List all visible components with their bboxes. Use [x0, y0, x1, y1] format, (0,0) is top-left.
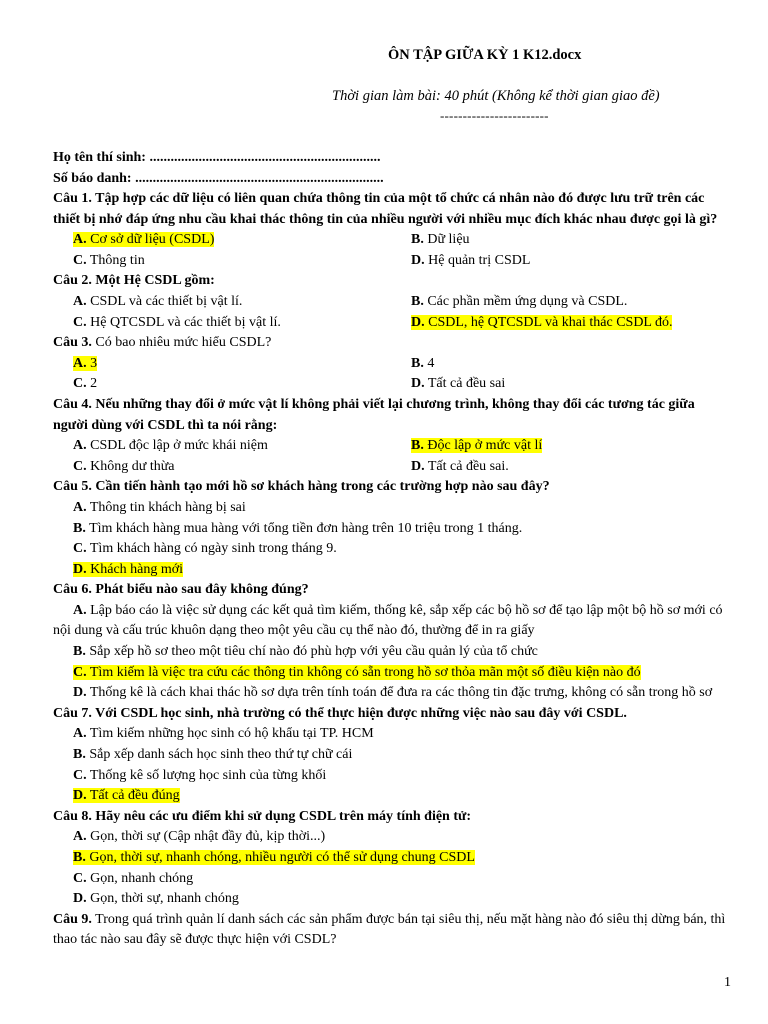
- option-label: A.: [73, 726, 87, 742]
- student-id-field: Số báo danh: .......................................................................: [53, 171, 384, 186]
- option-text: Gọn, thời sự (Cập nhật đầy đủ, kịp thời...): [86, 829, 326, 845]
- option-text: Thống kê là cách khai thác hồ sơ dựa trên tính toán để đưa ra các thông tin đặc trưng, không có sẵn trong hồ sơ: [86, 685, 713, 701]
- option-label: B.: [411, 438, 424, 454]
- options-4: [53, 436, 733, 477]
- option-label: D.: [73, 788, 87, 804]
- option-text: Hệ QTCSDL và các thiết bị vật lí.: [86, 314, 281, 330]
- option-a: [53, 354, 391, 375]
- question-3: [53, 333, 733, 354]
- option-d: [391, 457, 733, 478]
- option-label: A.: [73, 293, 87, 309]
- option-label: C.: [73, 541, 87, 557]
- options-3: [53, 354, 733, 395]
- option-label: D.: [73, 561, 87, 577]
- option-text: Dữ liệu: [423, 232, 470, 248]
- page-number: 1: [724, 975, 731, 990]
- question-9: [53, 910, 733, 951]
- option-c: [53, 374, 391, 395]
- option-text: CSDL độc lập ở mức khái niệm: [86, 438, 268, 454]
- question-text: Hãy nêu các ưu điểm khi sử dụng CSDL trên máy tính điện tử:: [91, 808, 472, 824]
- option-label: B.: [73, 850, 86, 865]
- time-note: Thời gian làm bài: 40 phút (Không kể thời gian giao đề): [332, 88, 660, 104]
- option-d: [391, 374, 733, 395]
- option-b: [53, 519, 733, 540]
- option-text: Thông tin: [86, 252, 145, 268]
- option-label: D.: [73, 891, 87, 907]
- option-text: Độc lập ở mức vật lí: [423, 438, 543, 454]
- question-5: [53, 477, 733, 498]
- option-text: Tìm kiếm những học sinh có hộ khẩu tại TP. HCM: [86, 726, 374, 742]
- option-label: D.: [411, 376, 425, 392]
- option-a: [53, 498, 733, 519]
- option-label: C.: [73, 767, 87, 783]
- question-number: Câu 6.: [53, 582, 92, 598]
- question-7: [53, 704, 733, 725]
- option-d: [53, 560, 733, 581]
- option-a: [53, 827, 733, 848]
- option-a: [53, 436, 391, 457]
- option-c: [53, 539, 733, 560]
- option-label: B.: [73, 747, 86, 763]
- option-text: Các phần mềm ứng dụng và CSDL.: [423, 293, 628, 309]
- option-label: B.: [411, 293, 424, 309]
- question-number: Câu 7.: [53, 705, 92, 721]
- option-text: Sắp xếp hồ sơ theo một tiêu chí nào đó phù hợp với yêu cầu quản lý của tổ chức: [85, 644, 538, 660]
- option-label: D.: [73, 685, 87, 701]
- option-b: [391, 436, 733, 457]
- question-text: Một Hệ CSDL gồm:: [91, 273, 215, 289]
- option-label: A.: [73, 829, 87, 845]
- question-text: Cần tiến hành tạo mới hồ sơ khách hàng trong các trường hợp nào sau đây?: [91, 479, 550, 495]
- option-label: C.: [73, 458, 87, 474]
- question-number: Câu 9.: [53, 911, 92, 927]
- option-b: [53, 642, 733, 663]
- question-number: Câu 4.: [53, 396, 92, 412]
- option-text: Tìm khách hàng có ngày sinh trong tháng 9.: [86, 541, 337, 557]
- option-text: Thông tin khách hàng bị sai: [86, 499, 246, 515]
- option-d: [53, 786, 733, 807]
- question-list: [53, 189, 733, 951]
- question-4: [53, 395, 733, 436]
- question-1: [53, 189, 733, 230]
- option-a: [53, 724, 733, 745]
- option-text: Tìm kiếm là việc tra cứu các thông tin không có sẵn trong hồ sơ thỏa mãn một số điều kiện nào đó: [86, 664, 641, 680]
- options-2: [53, 292, 733, 333]
- option-label: D.: [411, 314, 425, 330]
- option-text: 4: [423, 355, 435, 371]
- option-label: A.: [73, 499, 87, 515]
- question-text: Với CSDL học sinh, nhà trường có thể thực hiện được những việc nào sau đây với CSDL.: [91, 705, 627, 721]
- option-c: [53, 869, 733, 890]
- question-text: Nếu những thay đổi ở mức vật lí không phải viết lại chương trình, không thay đổi các tương tác giữa người dùng với CSDL thì ta nói rằng:: [53, 396, 695, 433]
- option-text: CSDL và các thiết bị vật lí.: [86, 293, 243, 309]
- option-label: D.: [411, 252, 425, 268]
- option-label: B.: [73, 520, 86, 536]
- option-b: [391, 354, 733, 375]
- option-c: [53, 766, 733, 787]
- options-1: [53, 230, 733, 271]
- option-c: [53, 457, 391, 478]
- option-a: [53, 292, 391, 313]
- option-text: Hệ quản trị CSDL: [424, 252, 531, 268]
- option-d: [391, 251, 733, 272]
- option-b: [53, 848, 733, 869]
- option-label: A.: [73, 602, 87, 618]
- option-text: Gọn, nhanh chóng: [86, 870, 194, 886]
- question-number: Câu 8.: [53, 808, 92, 824]
- student-name-field: Họ tên thí sinh: ..................................................................: [53, 150, 381, 165]
- option-a: [53, 230, 391, 251]
- option-d: [53, 683, 733, 704]
- document-title: ÔN TẬP GIỮA KỲ 1 K12.docx: [388, 47, 582, 63]
- question-number: Câu 2.: [53, 273, 92, 289]
- option-c: [53, 251, 391, 272]
- option-text: Khách hàng mới: [86, 561, 184, 577]
- question-number: Câu 1.: [53, 191, 92, 206]
- option-label: A.: [73, 355, 87, 371]
- option-d: [391, 313, 733, 334]
- option-text: Tìm khách hàng mua hàng với tổng tiền đơn hàng trên 10 triệu trong 1 tháng.: [85, 520, 523, 536]
- option-text: Lập báo cáo là việc sử dụng các kết quả tìm kiếm, thống kê, sắp xếp các bộ hồ sơ để tạo lập một bộ hồ sơ mới có nội dung và cấu trúc khuôn dạng theo một yêu cầu cụ thể nào đó, thường để in ra giấy: [53, 602, 723, 639]
- option-label: C.: [73, 376, 87, 392]
- option-label: B.: [411, 355, 424, 371]
- option-text: Tất cả đều sai.: [424, 458, 509, 474]
- option-text: Tất cả đều sai: [424, 376, 506, 392]
- question-text: Tập hợp các dữ liệu có liên quan chứa thông tin của một tổ chức cá nhân nào đó được lưu trữ trên các thiết bị nhớ đáp ứng nhu cầu khai thác thông tin của nhiều người với nhiều mục đích khác nhau được gọi là gì?: [53, 191, 718, 227]
- option-text: Không dư thừa: [86, 458, 175, 474]
- option-label: A.: [73, 438, 87, 454]
- separator-dashes: ------------------------: [440, 108, 549, 123]
- option-text: 3: [86, 355, 98, 371]
- option-text: Thống kê số lượng học sinh của từng khối: [86, 767, 327, 783]
- option-text: 2: [86, 376, 98, 392]
- option-label: A.: [73, 232, 87, 248]
- option-label: B.: [73, 644, 86, 660]
- option-label: C.: [73, 664, 87, 680]
- question-number: Câu 3.: [53, 335, 92, 351]
- question-text: Trong quá trình quản lí danh sách các sản phẩm được bán tại siêu thị, nếu mặt hàng nào đó siêu thị dừng bán, thì thao tác nào sau đây sẽ được thực hiện với CSDL?: [53, 911, 726, 948]
- option-text: Gọn, thời sự, nhanh chóng: [86, 891, 239, 907]
- question-2: [53, 271, 733, 292]
- option-text: Cơ sở dữ liệu (CSDL): [86, 232, 215, 248]
- option-text: Sắp xếp danh sách học sinh theo thứ tự chữ cái: [85, 747, 353, 763]
- option-b: [391, 292, 733, 313]
- option-label: D.: [411, 458, 425, 474]
- option-b: [391, 230, 733, 251]
- option-b: [53, 745, 733, 766]
- option-label: C.: [73, 314, 87, 330]
- option-text: CSDL, hệ QTCSDL và khai thác CSDL đó.: [424, 314, 673, 330]
- question-text: Có bao nhiêu mức hiểu CSDL?: [91, 335, 272, 351]
- option-d: [53, 889, 733, 910]
- option-label: C.: [73, 252, 87, 268]
- option-text: Tất cả đều đúng: [86, 788, 180, 804]
- question-8: [53, 807, 733, 828]
- option-c: [53, 313, 391, 334]
- question-6: [53, 580, 733, 601]
- question-number: Câu 5.: [53, 479, 92, 495]
- question-text: Phát biểu nào sau đây không đúng?: [91, 582, 309, 598]
- option-label: B.: [411, 232, 424, 248]
- option-c: [53, 663, 733, 684]
- option-text: Gọn, thời sự, nhanh chóng, nhiều người có thể sử dụng chung CSDL: [85, 850, 475, 865]
- option-a: [53, 601, 733, 642]
- option-label: C.: [73, 870, 87, 886]
